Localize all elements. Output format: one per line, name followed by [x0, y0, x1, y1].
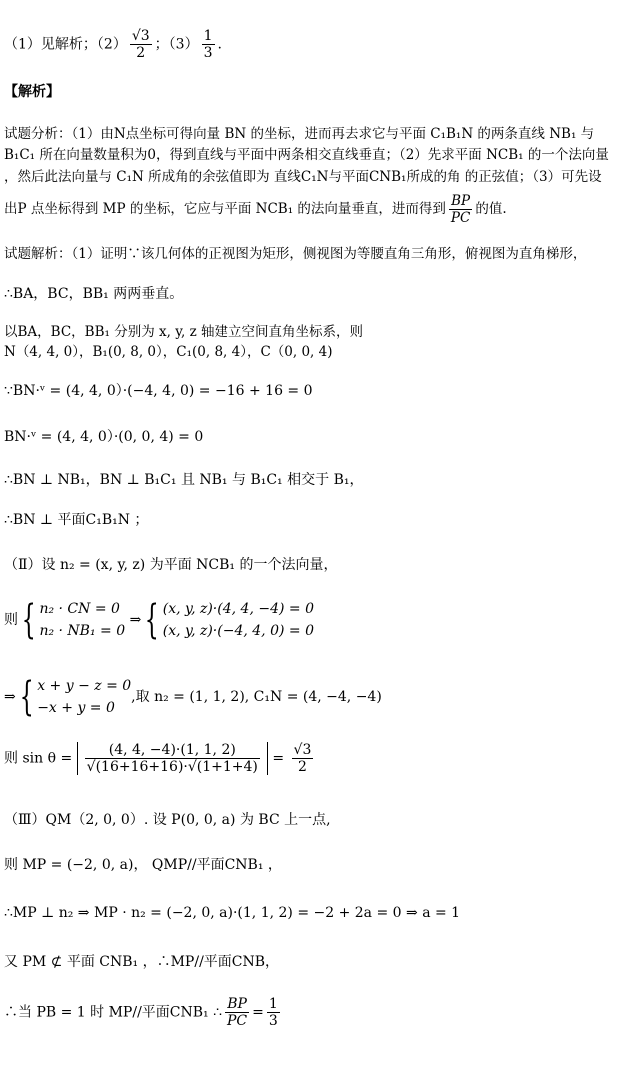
answer-fraction-3: $\frac{1}{3}$ — [203, 28, 213, 61]
dot-product-1: ∵BN·ᵛ = (4, 4, 0）·(−4, 4, 0) = −16 + 16 = 0 — [4, 383, 313, 399]
section-title: 【解析】 — [4, 84, 60, 100]
analysis-line-3: ，然后此法向量与 C₁N 所成角的余弦值即为 直线C₁N与平面CNB₁所成的角 的正弦值；（3）可先设 — [4, 169, 602, 185]
answer-line — [4, 28, 222, 61]
answer-separator: ；（3） — [154, 36, 199, 53]
solution-perpendicular: ∴BA，BC，BB₁ 两两垂直。 — [4, 286, 184, 302]
answer-part1: （1）见解析；（2） — [4, 36, 127, 53]
conclusion-1: ∴BN ⊥ NB₁，BN ⊥ B₁C₁ 且 NB₁ 与 B₁C₁ 相交于 B₁， — [4, 472, 364, 488]
absolute-value: $\frac{(4, 4, -4)\cdot(1, 1, 2)}{√(16+16+16)\cdot√(1+1+4)}$ — [77, 742, 268, 775]
mp-perpendicular: ∴MP ⊥ n₂ ⇒ MP · n₂ = (−2, 0, a)·(1, 1, 2) = −2 + 2a = 0 ⇒ a = 1 — [4, 905, 461, 921]
sine-result: $\frac{√3}{2}$ — [293, 742, 312, 775]
bp-pc-fraction: $\frac{BP}{PC}$ — [450, 193, 471, 226]
not-in-plane: 又 PM ⊄ 平面 CNB₁ ，∴MP//平面CNB， — [4, 954, 280, 970]
left-brace: { — [145, 597, 160, 643]
analysis-line-1: 试题分析：（1）由N点坐标可得向量 BN 的坐标，进而再去求它与平面 C₁B₁N 的两条直线 NB₁ 与 — [4, 126, 595, 142]
part3-intro: （Ⅲ）QM（2, 0, 0）. 设 P(0, 0, a) 为 BC 上一点, — [4, 812, 331, 828]
part2-intro: （Ⅱ）设 n₂ = (x, y, z) 为平面 NCB₁ 的一个法向量， — [4, 557, 338, 573]
vector-mp: 则 MP = (−2, 0, a)， QMP//平面CNB₁ ， — [4, 857, 282, 873]
analysis-line-4: 出P 点坐标得到 MP 的坐标，它应与平面 NCB₁ 的法向量垂直，进而得到 $\frac{BP}{PC}$ 的值. — [4, 193, 507, 226]
sine-equation: 则 sin θ = $\frac{(4, 4, -4)\cdot(1, 1, 2)}{√(16+16+16)\cdot√(1+1+4)}$ = $\frac{√3}{2}$ — [4, 742, 312, 775]
system-1: 则{ n₂ · CN = 0 n₂ · NB₁ = 0 ⇒{ (x, y, z)·(4, 4, −4) = 0 (x, y, z)·(−4, 4, 0) = 0 — [4, 597, 314, 643]
solution-intro: 试题解析：（1）证明∵该几何体的正视图为矩形，侧视图为等腰直角三角形，俯视图为直角梯形， — [4, 246, 587, 262]
dot-product-2: BN·ᵛ = (4, 4, 0）·(0, 0, 4) = 0 — [4, 429, 204, 445]
answer-fraction-2: $\frac{√3}{2}$ — [131, 28, 150, 61]
system-2: ⇒{ x + y − z = 0 −x + y = 0 ,取 n₂ = (1, 1, 2), C₁N = (4, −4, −4) — [4, 674, 382, 720]
solution-coordinates: N（4, 4, 0），B₁(0, 8, 0），C₁(0, 8, 4），C（0, 0, 4) — [4, 344, 333, 360]
final-conclusion: ∴当 PB = 1 时 MP//平面CNB₁ ∴ $\frac{BP}{PC}$ = $\frac{1}{3}$ — [4, 996, 278, 1029]
answer-tail: . — [217, 36, 222, 53]
left-brace: { — [19, 674, 34, 720]
final-result: $\frac{1}{3}$ — [268, 996, 278, 1029]
analysis-line-2: B₁C₁ 所在向量数量积为0，得到直线与平面中两条相交直线垂直；（2）先求平面 NCB₁ 的一个法向量 — [4, 147, 609, 163]
conclusion-2: ∴BN ⊥ 平面C₁B₁N ； — [4, 512, 149, 528]
solution-axes: 以BA，BC，BB₁ 分别为 x, y, z 轴建立空间直角坐标系，则 — [4, 324, 364, 340]
left-brace: { — [21, 597, 36, 643]
